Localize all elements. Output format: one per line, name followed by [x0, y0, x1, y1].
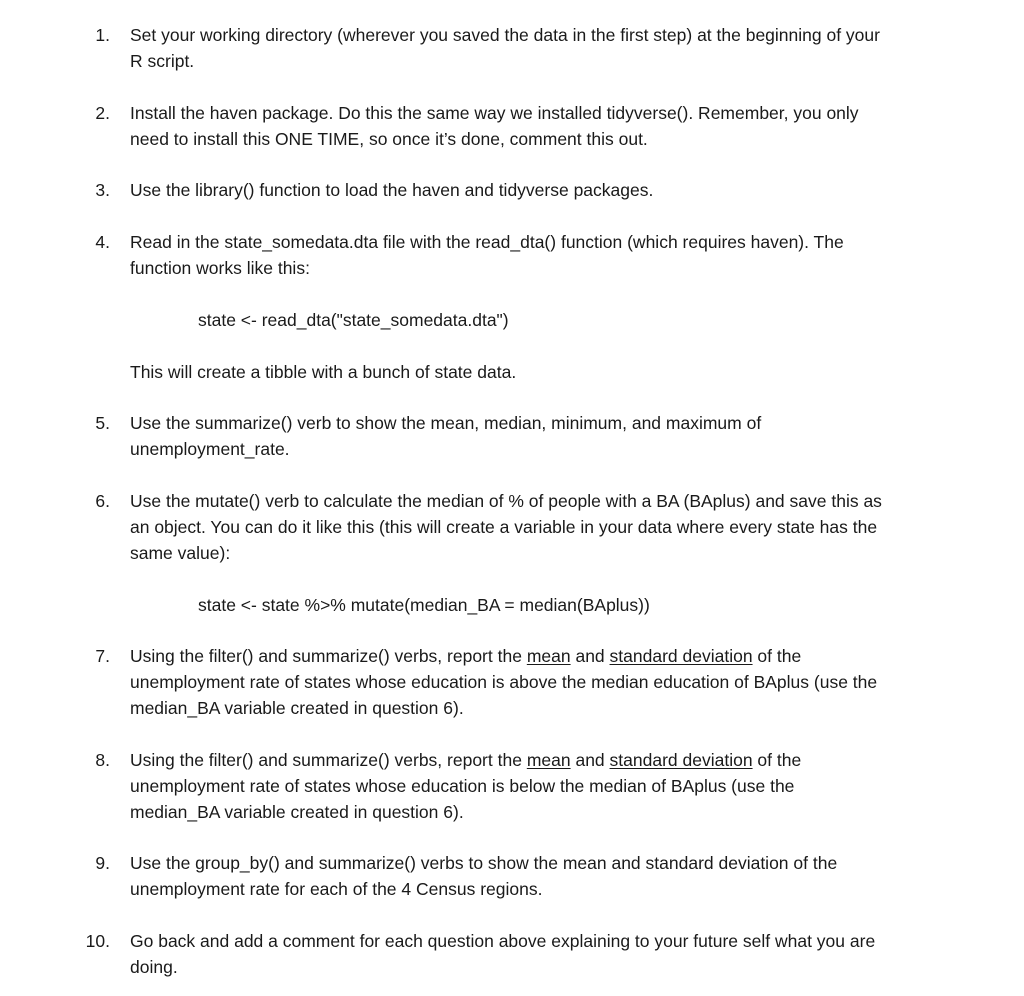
item-text-line: Use the library() function to load the haven and tidyverse packages.	[130, 180, 654, 200]
code-example: state <- read_dta("state_somedata.dta")	[198, 310, 509, 330]
item-text-line: Use the mutate() verb to calculate the median of % of people with a BA (BAplus) and save this as	[130, 491, 882, 511]
item-number: 10.	[85, 931, 110, 951]
item-text-line	[130, 643, 801, 669]
item-number: 7.	[95, 646, 110, 666]
item-text-line: R script.	[130, 51, 195, 71]
text-segment: and	[570, 646, 610, 666]
item-number: 8.	[95, 750, 110, 770]
item-text-line: median_BA variable created in question 6).	[130, 802, 464, 822]
item-text-line: median_BA variable created in question 6).	[130, 698, 464, 718]
item-text-line: an object. You can do it like this (this will create a variable in your data where every state has the	[130, 517, 878, 537]
item-text-line	[130, 747, 801, 773]
item-text-line: Read in the state_somedata.dta file with the read_dta() function (which requires haven). The	[130, 232, 844, 252]
item-number: 6.	[95, 491, 110, 511]
underlined-term-standard-deviation: standard deviation	[609, 646, 753, 666]
item-text-line: unemployment rate for each of the 4 Census regions.	[130, 879, 543, 899]
item-text-line: function works like this:	[130, 258, 310, 278]
text-segment: Using the filter() and summarize() verbs, report the	[130, 750, 527, 770]
text-segment: of the	[752, 646, 802, 666]
item-note: This will create a tibble with a bunch of state data.	[130, 362, 517, 382]
item-number: 4.	[95, 232, 110, 252]
text-segment: of the	[752, 750, 802, 770]
item-number: 1.	[95, 25, 110, 45]
item-text-line: Use the group_by() and summarize() verbs to show the mean and standard deviation of the	[130, 853, 838, 873]
text-segment: Using the filter() and summarize() verbs, report the	[130, 646, 527, 666]
text-segment: and	[570, 750, 610, 770]
item-text-line: Use the summarize() verb to show the mean, median, minimum, and maximum of	[130, 413, 762, 433]
item-text-line: unemployment_rate.	[130, 439, 290, 459]
item-number: 9.	[95, 853, 110, 873]
item-number: 3.	[95, 180, 110, 200]
item-text-line: unemployment rate of states whose education is above the median education of BAplus (use the	[130, 672, 878, 692]
item-number: 2.	[95, 103, 110, 123]
item-number: 5.	[95, 413, 110, 433]
item-text-line: Install the haven package. Do this the same way we installed tidyverse(). Remember, you only	[130, 103, 859, 123]
item-text-line: Set your working directory (wherever you saved the data in the first step) at the beginning of your	[130, 25, 880, 45]
item-text-line: need to install this ONE TIME, so once it’s done, comment this out.	[130, 129, 648, 149]
code-example: state <- state %>% mutate(median_BA = median(BAplus))	[198, 595, 650, 615]
item-text-line: Go back and add a comment for each question above explaining to your future self what you are	[130, 931, 876, 951]
item-text-line: unemployment rate of states whose education is below the median of BAplus (use the	[130, 776, 795, 796]
underlined-term-standard-deviation: standard deviation	[609, 750, 753, 770]
item-text-line: same value):	[130, 543, 231, 563]
item-text-line: doing.	[130, 957, 178, 977]
underlined-term-mean: mean	[526, 646, 571, 666]
underlined-term-mean: mean	[526, 750, 571, 770]
